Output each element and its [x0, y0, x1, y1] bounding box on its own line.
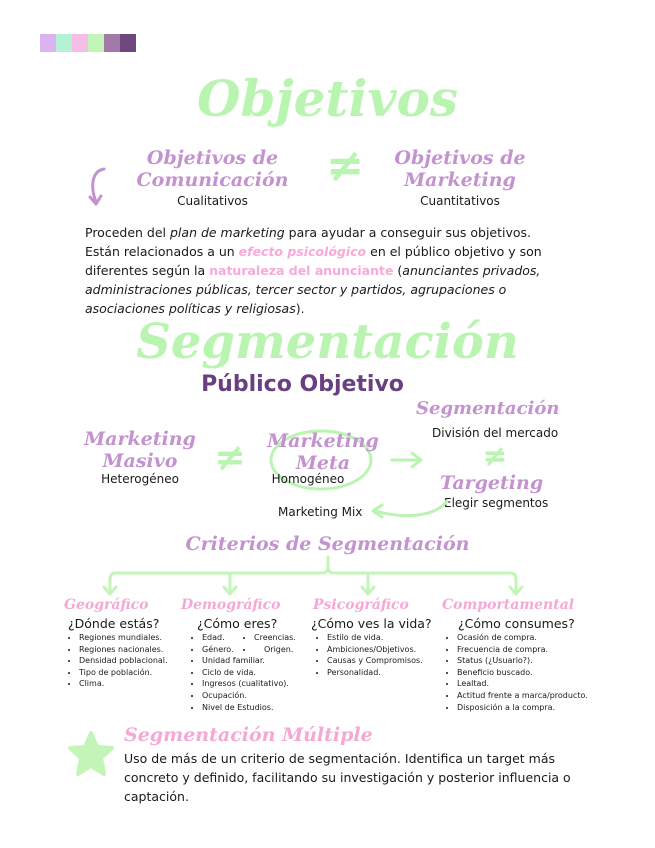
criterio-psicografico-list — [314, 632, 423, 678]
list-item: • Género. — [202, 644, 289, 656]
palette-swatch-5 — [104, 34, 120, 52]
list-item: • Beneficio buscado. — [457, 667, 588, 679]
objetivos-marketing-title: Objetivos de Marketing — [394, 147, 526, 191]
marketing-meta-title: Marketing Meta — [267, 430, 379, 474]
criterio-comportamental-question: ¿Cómo consumes? — [458, 616, 575, 631]
list-item: • Regiones nacionales. — [79, 644, 168, 656]
list-item: • Clima. — [79, 678, 168, 690]
segmentacion-multiple-text: Uso de más de un criterio de segmentación. Identifica un target más concreto y definido, facilitando su investigación y posterior influencia o captación. — [124, 751, 571, 804]
criterio-demografico-list-right — [241, 632, 296, 655]
objetivos-title: Objetivos — [196, 69, 459, 128]
palette-swatch-4 — [88, 34, 104, 52]
list-item: • Unidad familiar. — [202, 655, 289, 667]
criterio-demografico-question: ¿Cómo eres? — [197, 616, 278, 631]
list-item: • Ambiciones/Objetivos. — [327, 644, 423, 656]
list-item: • Regiones mundiales. — [79, 632, 168, 644]
list-item: • Frecuencia de compra. — [457, 644, 588, 656]
marketing-masivo-subtitle: Heterogéneo — [101, 472, 179, 486]
palette-swatch-3 — [72, 34, 88, 52]
criterio-geografico-list — [66, 632, 168, 690]
marketing-mix-label: Marketing Mix — [278, 505, 363, 519]
objetivos-paragraph: Proceden del plan de marketing para ayudar a conseguir sus objetivos. Están relacionados a un efecto psicológico en el público objetivo y son diferentes según la naturaleza del anunciante (anunciantes privados, administraciones públicas, tercer sector y partidos, agrupaciones o asociaciones políticas y religiosas). — [85, 225, 542, 316]
criterio-geografico-question: ¿Dónde estás? — [68, 616, 160, 631]
criterio-psicografico-title: Psicográfico — [313, 597, 409, 613]
list-item: • Creencias. — [254, 632, 296, 644]
segmentacion-step-title: Segmentación — [416, 398, 560, 419]
not-equal-icon: ≠ — [214, 435, 246, 479]
list-item: • Nivel de Estudios. — [202, 702, 289, 714]
criterio-comportamental-title: Comportamental — [442, 597, 575, 613]
list-item: • Ingresos (cualitativo). — [202, 678, 289, 690]
criterios-title: Criterios de Segmentación — [185, 533, 470, 555]
publico-objetivo-title: Público Objetivo — [201, 372, 404, 397]
palette-swatch-1 — [40, 34, 56, 52]
criterio-comportamental-list — [444, 632, 588, 713]
list-item: • Causas y Compromisos. — [327, 655, 423, 667]
targeting-title: Targeting — [440, 472, 544, 494]
list-item: • Origen. — [254, 644, 296, 656]
objetivos-comunicacion-title: Objetivos de Comunicación — [136, 147, 289, 191]
segmentacion-title: Segmentación — [136, 314, 519, 370]
criterio-psicografico-question: ¿Cómo ves la vida? — [311, 616, 432, 631]
segmentacion-multiple-title: Segmentación Múltiple — [124, 724, 373, 746]
marketing-masivo-title: Marketing Masivo — [84, 428, 196, 472]
list-item: • Ocasión de compra. — [457, 632, 588, 644]
marketing-meta-subtitle: Homogéneo — [271, 472, 345, 486]
not-equal-icon: ≠ — [482, 439, 508, 474]
not-equal-icon: ≠ — [325, 138, 365, 192]
objetivos-marketing-subtitle: Cuantitativos — [420, 194, 500, 208]
palette-swatch-2 — [56, 34, 72, 52]
list-item: • Status (¿Usuario?). — [457, 655, 588, 667]
list-item: • Estilo de vida. — [327, 632, 423, 644]
list-item: • Edad. — [202, 632, 289, 644]
palette-swatch-6 — [120, 34, 136, 52]
segmentacion-step-subtitle: División del mercado — [432, 426, 559, 440]
curved-arrow-icon — [365, 495, 455, 525]
objetivos-comunicacion-subtitle: Cualitativos — [177, 194, 248, 208]
criterios-connector-icon — [100, 555, 530, 601]
list-item: • Tipo de población. — [79, 667, 168, 679]
list-item: • Personalidad. — [327, 667, 423, 679]
criterio-demografico-title: Demográfico — [181, 597, 281, 613]
list-item: • Actitud frente a marca/producto. — [457, 690, 588, 702]
curved-arrow-icon — [86, 166, 112, 210]
list-item: • Ocupación. — [202, 690, 289, 702]
list-item: • Ciclo de vida. — [202, 667, 289, 679]
star-icon — [66, 730, 116, 778]
criterio-geografico-title: Geográfico — [64, 597, 149, 613]
targeting-subtitle: Elegir segmentos — [444, 496, 549, 510]
arrow-right-icon — [390, 450, 426, 470]
list-item: • Disposición a la compra. — [457, 702, 588, 714]
list-item: • Lealtad. — [457, 678, 588, 690]
list-item: • Densidad poblacional. — [79, 655, 168, 667]
